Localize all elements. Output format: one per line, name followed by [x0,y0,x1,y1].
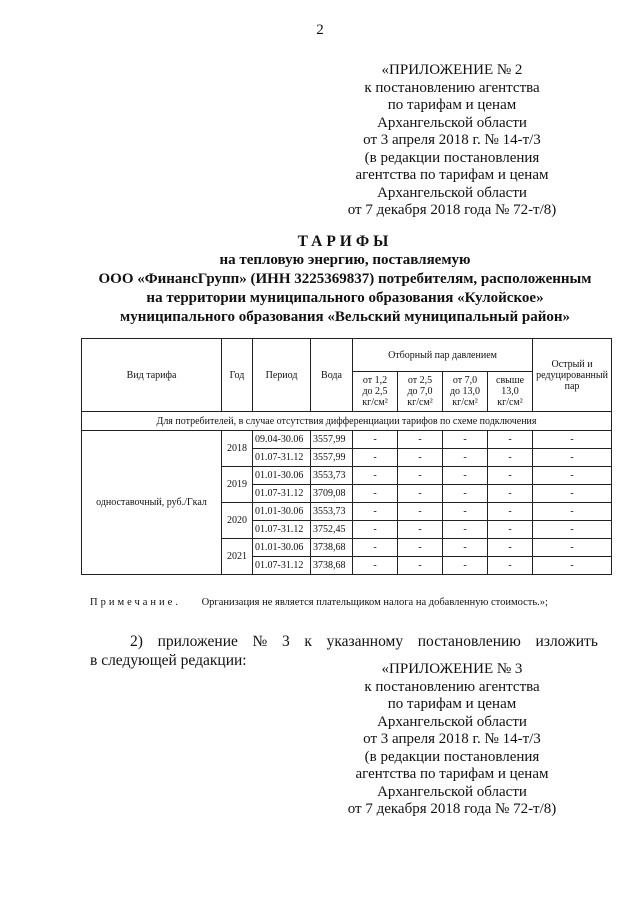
steam-value-cell: - [488,503,533,521]
paragraph-word: 2) [130,633,143,650]
steam-value-cell: - [443,521,488,539]
water-cell: 3557,99 [311,449,353,467]
steam-value-cell: - [398,503,443,521]
steam-value-cell: - [353,485,398,503]
appendix-line: «ПРИЛОЖЕНИЕ № 3 [381,661,523,677]
steam-value-cell: - [398,557,443,575]
table-note [90,597,548,608]
water-cell: 3709,08 [311,485,353,503]
appendix-line: к постановлению агентства [364,79,540,96]
steam-value-cell: - [353,449,398,467]
title-main: ТАРИФЫ [297,233,393,250]
paragraph-word: № [252,633,268,650]
header-line: кг/см² [452,397,478,408]
water-cell: 3553,73 [311,467,353,485]
steam-value-cell: - [533,449,612,467]
title-line: на тепловую энергию, поставляемую [219,252,471,268]
steam-value-cell: - [533,503,612,521]
steam-value-cell: - [353,539,398,557]
steam-value-cell: - [533,557,612,575]
water-cell: 3738,68 [311,557,353,575]
paragraph-line-2: в следующей редакции: [90,652,247,669]
appendix-line: от 3 апреля 2018 г. № 14-т/3 [363,132,541,148]
header-steam-1 [353,372,398,412]
appendix-line: агентства по тарифам и ценам [355,167,549,183]
steam-value-cell: - [488,431,533,449]
appendix-line: к постановлению агентства [364,678,540,695]
title-line: на территории муниципального образования «Кулойское» [146,290,544,306]
water-cell: 3752,45 [311,521,353,539]
appendix-line: Архангельской области [377,184,527,201]
steam-value-cell: - [398,467,443,485]
appendix-line: Архангельской области [377,713,527,730]
header-line: 13,0 [501,386,519,397]
steam-value-cell: - [488,539,533,557]
steam-value-cell: - [443,449,488,467]
year-cell: 2018 [222,431,253,467]
steam-value-cell: - [443,485,488,503]
appendix-line: по тарифам и ценам [387,97,517,113]
period-cell: 01.01-30.06 [253,467,311,485]
title-line: ООО «ФинансГрупп» (ИНН 3225369837) потребителям, расположенным [98,271,592,287]
steam-value-cell: - [443,467,488,485]
steam-value-cell: - [533,539,612,557]
steam-value-cell: - [533,521,612,539]
paragraph-word: указанному [326,633,404,650]
header-line: от 1,2 [362,375,388,386]
year-cell: 2021 [222,539,253,575]
tariff-type-cell: одноставочный, руб./Гкал [82,431,222,575]
appendix-line: от 7 декабря 2018 года № 72-т/8) [347,801,557,817]
steam-value-cell: - [398,485,443,503]
year-cell: 2019 [222,467,253,503]
header-steam-3 [443,372,488,412]
appendix-line: от 3 апреля 2018 г. № 14-т/3 [363,731,541,747]
header-tariff-type: Вид тарифа [82,339,222,412]
steam-value-cell: - [398,449,443,467]
page-number: 2 [316,22,324,38]
water-cell: 3557,99 [311,431,353,449]
header-line: Острый и [551,358,593,370]
appendix-line: Архангельской области [377,783,527,800]
header-year: Год [222,339,253,412]
paragraph-word: постановлению [417,633,521,650]
header-period: Период [253,339,311,412]
appendix-3-header [322,661,582,819]
appendix-line: по тарифам и ценам [387,696,517,712]
year-cell: 2020 [222,503,253,539]
steam-value-cell: - [398,539,443,557]
period-cell: 01.07-31.12 [253,557,311,575]
header-line: редуцированный [536,369,608,381]
table-header [82,339,612,431]
table-row [82,431,612,449]
steam-value-cell: - [488,449,533,467]
header-line: до 13,0 [449,386,481,397]
header-steam-2 [398,372,443,412]
document-title [60,232,630,327]
steam-value-cell: - [488,557,533,575]
table-body [82,431,612,575]
note-text: Организация не является плательщиком налога на добавленную стоимость.»; [201,597,548,608]
steam-value-cell: - [533,485,612,503]
paragraph-word: изложить [535,633,598,650]
paragraph-word: 3 [281,633,290,650]
steam-value-cell: - [488,521,533,539]
appendix-2-header [322,62,582,220]
header-line: до 7,0 [407,386,433,397]
note-label: Примечание. [90,597,181,608]
header-sharp-steam [533,339,612,412]
paragraph-word: к [304,633,312,650]
period-cell: 01.07-31.12 [253,449,311,467]
header-water: Вода [311,339,353,412]
steam-value-cell: - [353,503,398,521]
steam-value-cell: - [488,467,533,485]
header-line: свыше [496,375,525,386]
water-cell: 3553,73 [311,503,353,521]
steam-value-cell: - [398,431,443,449]
steam-value-cell: - [443,557,488,575]
period-cell: 01.07-31.12 [253,485,311,503]
header-steam-4 [488,372,533,412]
period-cell: 01.07-31.12 [253,521,311,539]
steam-value-cell: - [353,521,398,539]
steam-value-cell: - [353,431,398,449]
appendix-line: от 7 декабря 2018 года № 72-т/8) [347,202,557,218]
header-line: кг/см² [362,397,388,408]
appendix-line: агентства по тарифам и ценам [355,766,549,782]
steam-value-cell: - [443,539,488,557]
steam-value-cell: - [488,485,533,503]
header-line: до 2,5 [362,386,388,397]
appendix-line: «ПРИЛОЖЕНИЕ № 2 [381,62,523,78]
steam-value-cell: - [353,557,398,575]
paragraph-line-1 [90,632,598,651]
section-row: Для потребителей, в случае отсутствия дифференциации тарифов по схеме подключения [82,412,612,431]
header-line: пар [564,380,580,392]
steam-value-cell: - [353,467,398,485]
appendix-line: (в редакции постановления [364,748,540,765]
header-line: от 7,0 [452,375,478,386]
paragraph-word: приложение [157,633,238,650]
header-line: кг/см² [407,397,433,408]
steam-value-cell: - [443,431,488,449]
header-line: от 2,5 [407,375,433,386]
period-cell: 01.01-30.06 [253,539,311,557]
appendix-line: Архангельской области [377,114,527,131]
appendix-line: (в редакции постановления [364,149,540,166]
steam-value-cell: - [533,431,612,449]
steam-value-cell: - [398,521,443,539]
period-cell: 09.04-30.06 [253,431,311,449]
steam-value-cell: - [533,467,612,485]
header-line: кг/см² [497,397,523,408]
period-cell: 01.01-30.06 [253,503,311,521]
steam-value-cell: - [443,503,488,521]
header-steam-group: Отборный пар давлением [353,339,533,372]
title-line: муниципального образования «Вельский муниципальный район» [119,309,571,325]
tariff-table [81,338,612,575]
water-cell: 3738,68 [311,539,353,557]
